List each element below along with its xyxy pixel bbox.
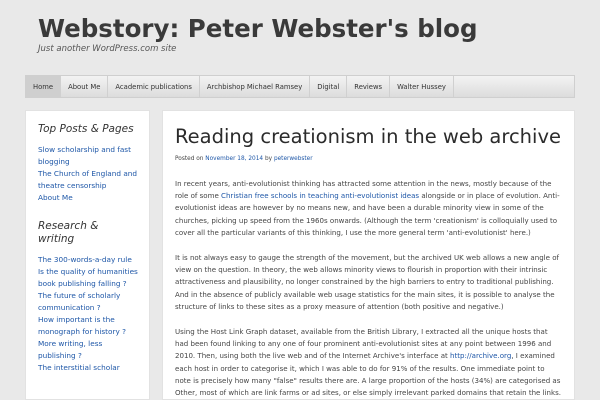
nav-item-walter-hussey[interactable]: Walter Hussey <box>390 76 454 97</box>
paragraph-text: alongside or in place of evolution. Anti-evolutionist ideas are however by no means new, and have been a durable minority view in some of the churches, picking up speed from the 1960s onwards. (Although the term 'creationism' is colloquially used to cover all the particular variants of this thinking, I use the more general term 'anti-evolutionist' here.) <box>175 191 560 237</box>
research-link[interactable]: The 300-words-a-day rule <box>38 255 132 265</box>
paragraph-text: Using the Host Link Graph dataset, available from the British Library, I extracted all the unique hosts that had been found linking to any one of four prominent anti-evolutionist sites at any point between 1996 and 2010. Then, using both the live web and of the Internet Archive's interface at <box>175 327 552 361</box>
paragraph-text: , I examined each host in order to categorise it, which I was able to do for 91% of the results. One immediate point to note is precisely how many "false" results there are. A large proportion of the hosts (34%) are categorised as Other, most of which are link farms or ad sites, or else simply irrelevant parked domains that retain the links. <box>175 351 561 398</box>
top-post-link[interactable]: The Church of England and theatre censorship <box>38 169 138 191</box>
nav-item-about-me[interactable]: About Me <box>61 76 108 97</box>
posted-on-label: Posted on <box>175 156 204 162</box>
post-paragraph: It is not always easy to gauge the strength of the movement, but the archived UK web allows a new angle of view on the question. In theory, the web allows minority views to flourish in proportion with their intrinsic attractiveness and plausibility, no longer constrained by the high barriers to entry to traditional publishing. And in the absence of publicly available web usage statistics for the main sites, it is possible to analyse the structure of links to these sites as a proxy measure of attention (both positive and negative.) <box>175 253 560 311</box>
main-content <box>162 110 575 400</box>
post-date-link[interactable]: November 18, 2014 <box>205 156 264 162</box>
research-link[interactable]: How important is the monograph for history ? <box>38 315 126 337</box>
top-post-link[interactable]: About Me <box>38 193 73 203</box>
archive-org-link[interactable]: http://archive.org <box>450 351 512 361</box>
top-posts-widget-title: Top Posts & Pages <box>38 123 134 135</box>
post-title[interactable]: Reading creationism in the web archive <box>175 125 562 148</box>
research-link[interactable]: Is the quality of humanities book publishing falling ? <box>38 267 138 289</box>
top-posts-list <box>26 144 149 204</box>
christian-free-schools-link[interactable]: Christian free schools in teaching anti-evolutionist ideas <box>221 191 420 201</box>
research-link[interactable]: More writing, less publishing ? <box>38 339 103 361</box>
nav-item-digital[interactable]: Digital <box>310 76 347 97</box>
site-title[interactable]: Webstory: Peter Webster's blog <box>38 14 478 43</box>
research-link[interactable]: The future of scholarly communication ? <box>38 291 121 313</box>
sidebar <box>25 110 150 400</box>
research-widget-title: Research & writing <box>38 220 99 246</box>
paragraph-text: In recent years, anti-evolutionist thinking has attracted some attention in the news, mostly because of the role of some <box>175 179 552 201</box>
research-list <box>26 254 149 374</box>
site-tagline: Just another WordPress.com site <box>38 44 177 54</box>
nav-item-reviews[interactable]: Reviews <box>347 76 390 97</box>
post-author-link[interactable]: peterwebster <box>273 156 313 162</box>
nav-item-archbishop-michael-ramsey[interactable]: Archbishop Michael Ramsey <box>200 76 310 97</box>
nav-item-home[interactable]: Home <box>26 76 61 97</box>
research-link[interactable]: The interstitial scholar <box>38 363 120 373</box>
by-label: by <box>264 156 273 162</box>
post-paragraph <box>175 178 562 239</box>
post-meta <box>175 156 562 162</box>
nav-item-academic-publications[interactable]: Academic publications <box>108 76 200 97</box>
post-paragraph <box>175 326 562 399</box>
post-body <box>175 178 562 399</box>
top-post-link[interactable]: Slow scholarship and fast blogging <box>38 145 131 167</box>
main-navigation <box>25 75 575 98</box>
